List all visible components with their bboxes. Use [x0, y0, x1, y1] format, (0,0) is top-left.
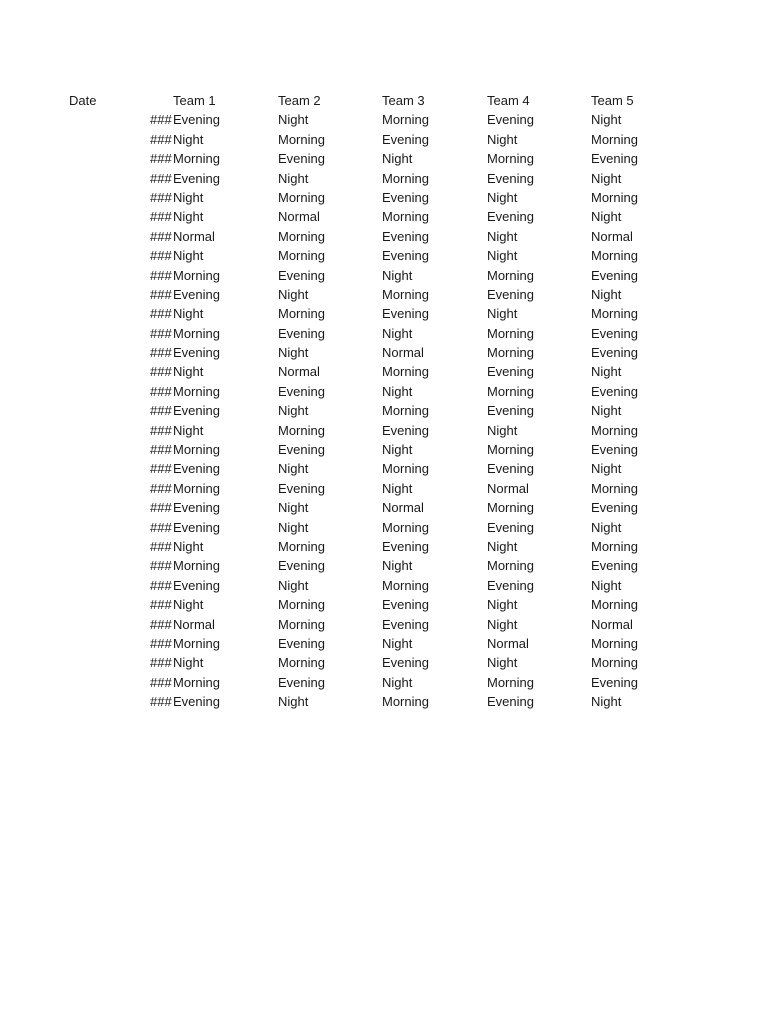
team-3-shift-cell: Morning	[382, 286, 429, 302]
date-cell: ###	[150, 189, 172, 205]
team-5-shift-cell: Morning	[591, 597, 638, 613]
team-1-shift-cell: Night	[173, 538, 204, 554]
team-3-shift-cell: Normal	[382, 500, 424, 516]
team-4-shift-cell: Evening	[487, 209, 534, 225]
team-4-shift-cell: Evening	[487, 364, 534, 380]
date-cell: ###	[150, 655, 172, 671]
team-2-shift-cell: Morning	[278, 538, 325, 554]
team-2-shift-cell: Night	[278, 519, 309, 535]
team-1-shift-cell: Morning	[173, 267, 220, 283]
team-1-shift-cell: Evening	[173, 500, 220, 516]
team-3-shift-cell: Evening	[382, 306, 429, 322]
team-2-shift-cell: Night	[278, 577, 309, 593]
team-3-shift-cell: Night	[382, 480, 413, 496]
team-2-shift-cell: Night	[278, 345, 309, 361]
team-1-shift-cell: Evening	[173, 403, 220, 419]
team-5-shift-cell: Night	[591, 209, 622, 225]
team-4-shift-cell: Night	[487, 597, 518, 613]
team-1-shift-cell: Evening	[173, 345, 220, 361]
team-5-shift-cell: Evening	[591, 267, 638, 283]
team-3-shift-cell: Evening	[382, 228, 429, 244]
team-1-shift-cell: Evening	[173, 286, 220, 302]
date-cell: ###	[150, 538, 172, 554]
date-cell: ###	[150, 151, 172, 167]
table-row	[0, 518, 768, 537]
table-row	[0, 382, 768, 401]
team-2-shift-cell: Evening	[278, 442, 325, 458]
team-3-shift-cell: Night	[382, 674, 413, 690]
team-4-shift-cell: Morning	[487, 442, 534, 458]
team-5-shift-cell: Evening	[591, 345, 638, 361]
team-5-shift-cell: Evening	[591, 674, 638, 690]
team-2-shift-cell: Night	[278, 286, 309, 302]
table-row	[0, 110, 768, 129]
team-4-shift-cell: Morning	[487, 151, 534, 167]
team-4-shift-cell: Evening	[487, 403, 534, 419]
date-cell: ###	[150, 461, 172, 477]
team-1-shift-cell: Evening	[173, 577, 220, 593]
team-1-shift-cell: Evening	[173, 461, 220, 477]
team-4-shift-cell: Evening	[487, 286, 534, 302]
team-4-shift-cell: Evening	[487, 519, 534, 535]
team-4-shift-cell: Night	[487, 228, 518, 244]
team-3-shift-cell: Morning	[382, 694, 429, 710]
team-3-shift-cell: Morning	[382, 209, 429, 225]
date-cell: ###	[150, 364, 172, 380]
team-3-shift-cell: Morning	[382, 364, 429, 380]
team-2-shift-cell: Evening	[278, 151, 325, 167]
team-4-shift-cell: Night	[487, 306, 518, 322]
team-3-shift-cell: Evening	[382, 538, 429, 554]
date-cell: ###	[150, 112, 172, 128]
team-4-shift-cell: Evening	[487, 170, 534, 186]
team-3-shift-cell: Night	[382, 151, 413, 167]
team-5-shift-cell: Morning	[591, 422, 638, 438]
team-1-shift-cell: Morning	[173, 325, 220, 341]
date-cell: ###	[150, 403, 172, 419]
team-2-shift-cell: Evening	[278, 383, 325, 399]
team-3-shift-cell: Evening	[382, 422, 429, 438]
team-2-shift-cell: Evening	[278, 635, 325, 651]
header-date: Date	[69, 93, 97, 108]
table-row	[0, 653, 768, 672]
table-row	[0, 440, 768, 459]
team-4-shift-cell: Normal	[487, 635, 529, 651]
date-cell: ###	[150, 286, 172, 302]
date-cell: ###	[150, 480, 172, 496]
table-row	[0, 634, 768, 653]
date-cell: ###	[150, 228, 172, 244]
team-2-shift-cell: Night	[278, 170, 309, 186]
table-row	[0, 188, 768, 207]
table-row	[0, 556, 768, 575]
team-3-shift-cell: Evening	[382, 597, 429, 613]
team-3-shift-cell: Evening	[382, 189, 429, 205]
team-1-shift-cell: Evening	[173, 112, 220, 128]
date-cell: ###	[150, 577, 172, 593]
team-4-shift-cell: Evening	[487, 694, 534, 710]
team-2-shift-cell: Night	[278, 694, 309, 710]
team-4-shift-cell: Morning	[487, 267, 534, 283]
team-4-shift-cell: Night	[487, 422, 518, 438]
date-cell: ###	[150, 519, 172, 535]
date-cell: ###	[150, 635, 172, 651]
team-4-shift-cell: Night	[487, 189, 518, 205]
team-4-shift-cell: Morning	[487, 558, 534, 574]
team-1-shift-cell: Morning	[173, 558, 220, 574]
date-cell: ###	[150, 248, 172, 264]
date-cell: ###	[150, 616, 172, 632]
date-cell: ###	[150, 209, 172, 225]
team-1-shift-cell: Evening	[173, 170, 220, 186]
team-5-shift-cell: Morning	[591, 480, 638, 496]
team-1-shift-cell: Night	[173, 364, 204, 380]
date-cell: ###	[150, 267, 172, 283]
date-cell: ###	[150, 500, 172, 516]
team-2-shift-cell: Evening	[278, 325, 325, 341]
header-team-3: Team 3	[382, 93, 425, 108]
team-5-shift-cell: Night	[591, 403, 622, 419]
team-3-shift-cell: Morning	[382, 461, 429, 477]
team-2-shift-cell: Morning	[278, 228, 325, 244]
team-1-shift-cell: Evening	[173, 519, 220, 535]
team-5-shift-cell: Evening	[591, 151, 638, 167]
date-cell: ###	[150, 597, 172, 613]
team-2-shift-cell: Morning	[278, 597, 325, 613]
team-3-shift-cell: Night	[382, 267, 413, 283]
team-2-shift-cell: Evening	[278, 267, 325, 283]
date-cell: ###	[150, 306, 172, 322]
team-1-shift-cell: Normal	[173, 616, 215, 632]
table-row	[0, 285, 768, 304]
team-5-shift-cell: Night	[591, 286, 622, 302]
team-3-shift-cell: Morning	[382, 170, 429, 186]
team-3-shift-cell: Night	[382, 635, 413, 651]
table-row	[0, 537, 768, 556]
team-5-shift-cell: Morning	[591, 306, 638, 322]
team-4-shift-cell: Night	[487, 248, 518, 264]
date-cell: ###	[150, 383, 172, 399]
team-5-shift-cell: Morning	[591, 189, 638, 205]
team-2-shift-cell: Night	[278, 500, 309, 516]
team-3-shift-cell: Normal	[382, 345, 424, 361]
table-row	[0, 169, 768, 188]
header-team-2: Team 2	[278, 93, 321, 108]
table-row	[0, 673, 768, 692]
date-cell: ###	[150, 674, 172, 690]
team-4-shift-cell: Morning	[487, 325, 534, 341]
table-row	[0, 324, 768, 343]
team-3-shift-cell: Evening	[382, 131, 429, 147]
team-3-shift-cell: Evening	[382, 248, 429, 264]
team-2-shift-cell: Morning	[278, 131, 325, 147]
table-row	[0, 343, 768, 362]
team-5-shift-cell: Night	[591, 461, 622, 477]
team-1-shift-cell: Evening	[173, 694, 220, 710]
team-5-shift-cell: Morning	[591, 131, 638, 147]
team-3-shift-cell: Evening	[382, 616, 429, 632]
team-5-shift-cell: Evening	[591, 325, 638, 341]
date-cell: ###	[150, 170, 172, 186]
team-2-shift-cell: Night	[278, 112, 309, 128]
team-5-shift-cell: Night	[591, 577, 622, 593]
date-cell: ###	[150, 694, 172, 710]
team-3-shift-cell: Morning	[382, 577, 429, 593]
team-2-shift-cell: Morning	[278, 655, 325, 671]
team-4-shift-cell: Evening	[487, 112, 534, 128]
table-row	[0, 149, 768, 168]
team-3-shift-cell: Night	[382, 558, 413, 574]
team-1-shift-cell: Morning	[173, 151, 220, 167]
team-5-shift-cell: Normal	[591, 616, 633, 632]
team-1-shift-cell: Night	[173, 306, 204, 322]
team-4-shift-cell: Morning	[487, 674, 534, 690]
table-row	[0, 266, 768, 285]
team-3-shift-cell: Evening	[382, 655, 429, 671]
team-5-shift-cell: Evening	[591, 558, 638, 574]
team-4-shift-cell: Night	[487, 131, 518, 147]
team-3-shift-cell: Morning	[382, 519, 429, 535]
team-5-shift-cell: Morning	[591, 635, 638, 651]
table-row	[0, 421, 768, 440]
team-5-shift-cell: Night	[591, 519, 622, 535]
team-2-shift-cell: Night	[278, 403, 309, 419]
team-4-shift-cell: Morning	[487, 383, 534, 399]
team-2-shift-cell: Normal	[278, 364, 320, 380]
date-cell: ###	[150, 422, 172, 438]
team-2-shift-cell: Evening	[278, 674, 325, 690]
team-5-shift-cell: Normal	[591, 228, 633, 244]
date-cell: ###	[150, 131, 172, 147]
team-3-shift-cell: Morning	[382, 403, 429, 419]
team-1-shift-cell: Morning	[173, 383, 220, 399]
team-2-shift-cell: Night	[278, 461, 309, 477]
table-row	[0, 304, 768, 323]
team-4-shift-cell: Evening	[487, 577, 534, 593]
header-row	[0, 91, 768, 110]
team-1-shift-cell: Night	[173, 655, 204, 671]
team-2-shift-cell: Evening	[278, 558, 325, 574]
header-team-4: Team 4	[487, 93, 530, 108]
team-3-shift-cell: Night	[382, 383, 413, 399]
team-1-shift-cell: Night	[173, 422, 204, 438]
team-4-shift-cell: Evening	[487, 461, 534, 477]
team-1-shift-cell: Night	[173, 131, 204, 147]
team-1-shift-cell: Morning	[173, 635, 220, 651]
table-row	[0, 615, 768, 634]
team-2-shift-cell: Morning	[278, 306, 325, 322]
team-1-shift-cell: Night	[173, 597, 204, 613]
team-4-shift-cell: Night	[487, 538, 518, 554]
table-row	[0, 227, 768, 246]
team-2-shift-cell: Morning	[278, 248, 325, 264]
team-5-shift-cell: Night	[591, 694, 622, 710]
team-2-shift-cell: Morning	[278, 422, 325, 438]
team-3-shift-cell: Night	[382, 325, 413, 341]
table-row	[0, 595, 768, 614]
team-1-shift-cell: Night	[173, 209, 204, 225]
table-row	[0, 498, 768, 517]
team-1-shift-cell: Morning	[173, 480, 220, 496]
table-row	[0, 246, 768, 265]
team-1-shift-cell: Morning	[173, 442, 220, 458]
team-1-shift-cell: Normal	[173, 228, 215, 244]
table-row	[0, 459, 768, 478]
team-4-shift-cell: Normal	[487, 480, 529, 496]
table-row	[0, 692, 768, 711]
schedule-rows	[0, 110, 768, 711]
team-2-shift-cell: Morning	[278, 616, 325, 632]
team-2-shift-cell: Morning	[278, 189, 325, 205]
team-5-shift-cell: Evening	[591, 383, 638, 399]
table-row	[0, 576, 768, 595]
date-cell: ###	[150, 558, 172, 574]
team-5-shift-cell: Night	[591, 112, 622, 128]
team-3-shift-cell: Night	[382, 442, 413, 458]
date-cell: ###	[150, 442, 172, 458]
table-row	[0, 207, 768, 226]
team-5-shift-cell: Morning	[591, 655, 638, 671]
team-4-shift-cell: Night	[487, 616, 518, 632]
team-1-shift-cell: Night	[173, 189, 204, 205]
table-row	[0, 362, 768, 381]
table-row	[0, 401, 768, 420]
team-2-shift-cell: Normal	[278, 209, 320, 225]
header-team-1: Team 1	[173, 93, 216, 108]
table-row	[0, 130, 768, 149]
team-4-shift-cell: Night	[487, 655, 518, 671]
schedule-sheet	[0, 91, 768, 712]
team-1-shift-cell: Night	[173, 248, 204, 264]
team-2-shift-cell: Evening	[278, 480, 325, 496]
table-row	[0, 479, 768, 498]
team-4-shift-cell: Morning	[487, 500, 534, 516]
team-5-shift-cell: Night	[591, 170, 622, 186]
team-3-shift-cell: Morning	[382, 112, 429, 128]
team-4-shift-cell: Morning	[487, 345, 534, 361]
team-5-shift-cell: Morning	[591, 248, 638, 264]
header-team-5: Team 5	[591, 93, 634, 108]
date-cell: ###	[150, 325, 172, 341]
team-5-shift-cell: Morning	[591, 538, 638, 554]
team-5-shift-cell: Evening	[591, 500, 638, 516]
team-5-shift-cell: Evening	[591, 442, 638, 458]
team-5-shift-cell: Night	[591, 364, 622, 380]
team-1-shift-cell: Morning	[173, 674, 220, 690]
date-cell: ###	[150, 345, 172, 361]
